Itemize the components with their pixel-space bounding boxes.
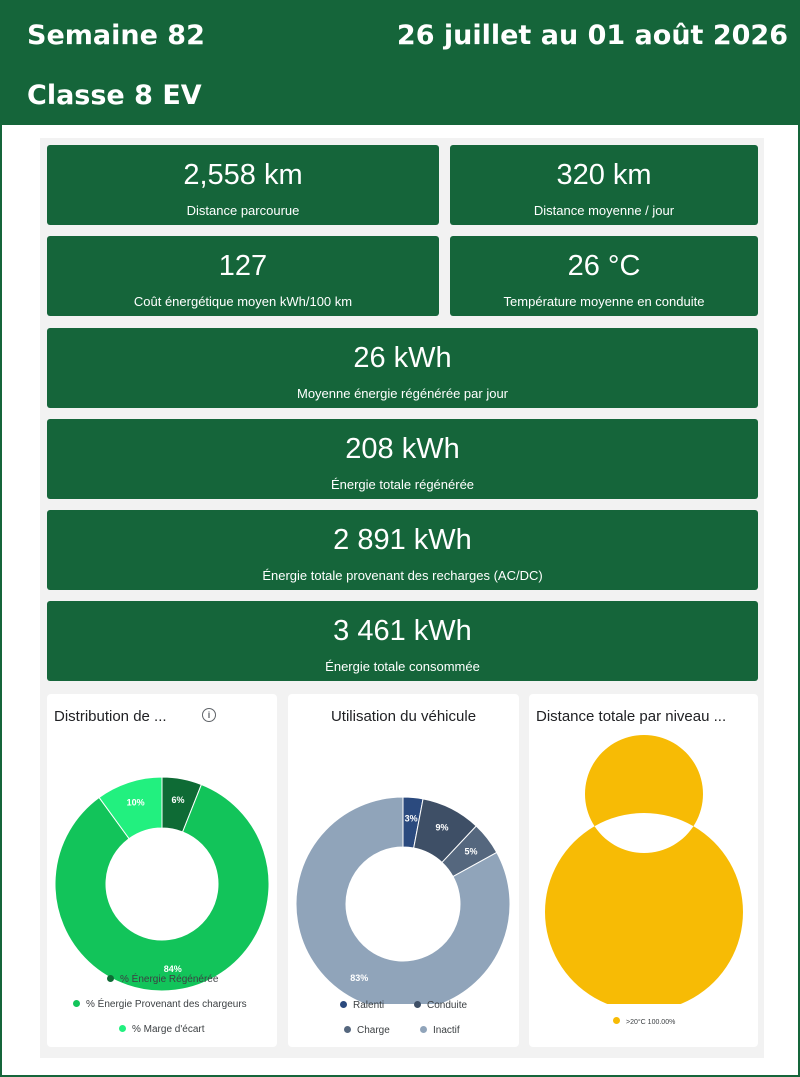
date-range: 26 juillet au 01 août 2026: [396, 20, 788, 51]
slice-value-label: 84%: [163, 963, 182, 974]
kpi-label: Énergie totale régénérée: [330, 477, 475, 492]
legend-item: [340, 1000, 384, 1011]
kpi-value: 127: [218, 250, 268, 282]
vehicle-usage-card: [288, 694, 519, 1047]
vehicle-class: Classe 8 EV: [27, 80, 202, 111]
legend-label: % Énergie Provenant des chargeurs: [86, 999, 247, 1010]
kpi-temperature: [450, 236, 758, 316]
legend-swatch: [73, 1000, 80, 1007]
kpi-total-regen: [47, 419, 758, 499]
legend-item: [420, 1025, 460, 1036]
energy-distribution-donut: [47, 734, 277, 1004]
legend-label: Ralenti: [353, 1000, 385, 1011]
legend-item: [119, 1024, 205, 1035]
legend-swatch: [414, 1001, 421, 1008]
kpi-label: Distance parcourue: [186, 203, 300, 218]
legend-item: [73, 999, 247, 1010]
kpi-value: 2,558 km: [183, 159, 303, 191]
legend-label: >20°C 100.00%: [626, 1019, 676, 1026]
kpi-label: Température moyenne en conduite: [503, 294, 705, 309]
slice-value-label: 6%: [171, 795, 185, 806]
kpi-energy-cost: [47, 236, 439, 316]
legend-label: % Marge d'écart: [132, 1024, 205, 1035]
kpi-avg-regen: [47, 328, 758, 408]
kpi-label: Énergie totale consommée: [325, 659, 480, 674]
kpi-total-charged: [47, 510, 758, 590]
distance-by-level-card: [529, 694, 758, 1047]
legend-item: [344, 1025, 390, 1036]
slice-value-label: 9%: [435, 822, 449, 833]
kpi-distance: [47, 145, 439, 225]
slice-value-label: 83%: [350, 973, 369, 984]
kpi-value: 26 °C: [567, 250, 641, 282]
slice-value-label: 10%: [126, 797, 145, 808]
week-label: Semaine 82: [27, 20, 205, 51]
legend: [288, 1000, 519, 1045]
slice-value-label: 5%: [464, 846, 478, 857]
card-title: Utilisation du véhicule: [330, 708, 477, 725]
kpi-label: Coût énergétique moyen kWh/100 km: [133, 294, 353, 309]
legend-label: % Énergie Régénérée: [120, 974, 219, 985]
card-title: Distance totale par niveau ...: [536, 708, 727, 725]
info-icon[interactable]: i: [202, 708, 216, 722]
energy-distribution-card: [47, 694, 277, 1047]
legend-swatch: [420, 1026, 427, 1033]
slice-value-label: 3%: [404, 813, 418, 824]
kpi-label: Distance moyenne / jour: [533, 203, 675, 218]
kpi-value: 3 461 kWh: [333, 615, 472, 647]
legend-swatch: [119, 1025, 126, 1032]
kpi-value: 26 kWh: [353, 342, 452, 374]
legend: [529, 1017, 758, 1037]
kpi-value: 320 km: [556, 159, 652, 191]
dashboard-content: [40, 138, 764, 1058]
legend-label: Charge: [357, 1025, 390, 1036]
legend-item: [107, 974, 218, 985]
vehicle-usage-donut: [288, 734, 519, 1004]
kpi-value: 208 kWh: [345, 433, 460, 465]
kpi-total-consumed: [47, 601, 758, 681]
legend-swatch: [344, 1026, 351, 1033]
kpi-label: Moyenne énergie régénérée par jour: [296, 386, 509, 401]
distance-by-level-donut: [529, 734, 758, 1004]
legend-label: Conduite: [427, 1000, 468, 1011]
kpi-avg-distance: [450, 145, 758, 225]
donut-slice[interactable]: [545, 735, 743, 1004]
kpi-label: Énergie totale provenant des recharges (AC/DC): [262, 568, 543, 583]
legend-item: [613, 1017, 675, 1026]
legend-item: [414, 1000, 467, 1011]
legend-label: Inactif: [433, 1025, 460, 1036]
kpi-value: 2 891 kWh: [333, 524, 472, 556]
legend-swatch: [613, 1017, 620, 1024]
legend: [47, 974, 277, 1044]
card-title: Distribution de ...: [54, 708, 167, 725]
legend-swatch: [340, 1001, 347, 1008]
legend-swatch: [107, 975, 114, 982]
report-header: [2, 0, 800, 125]
